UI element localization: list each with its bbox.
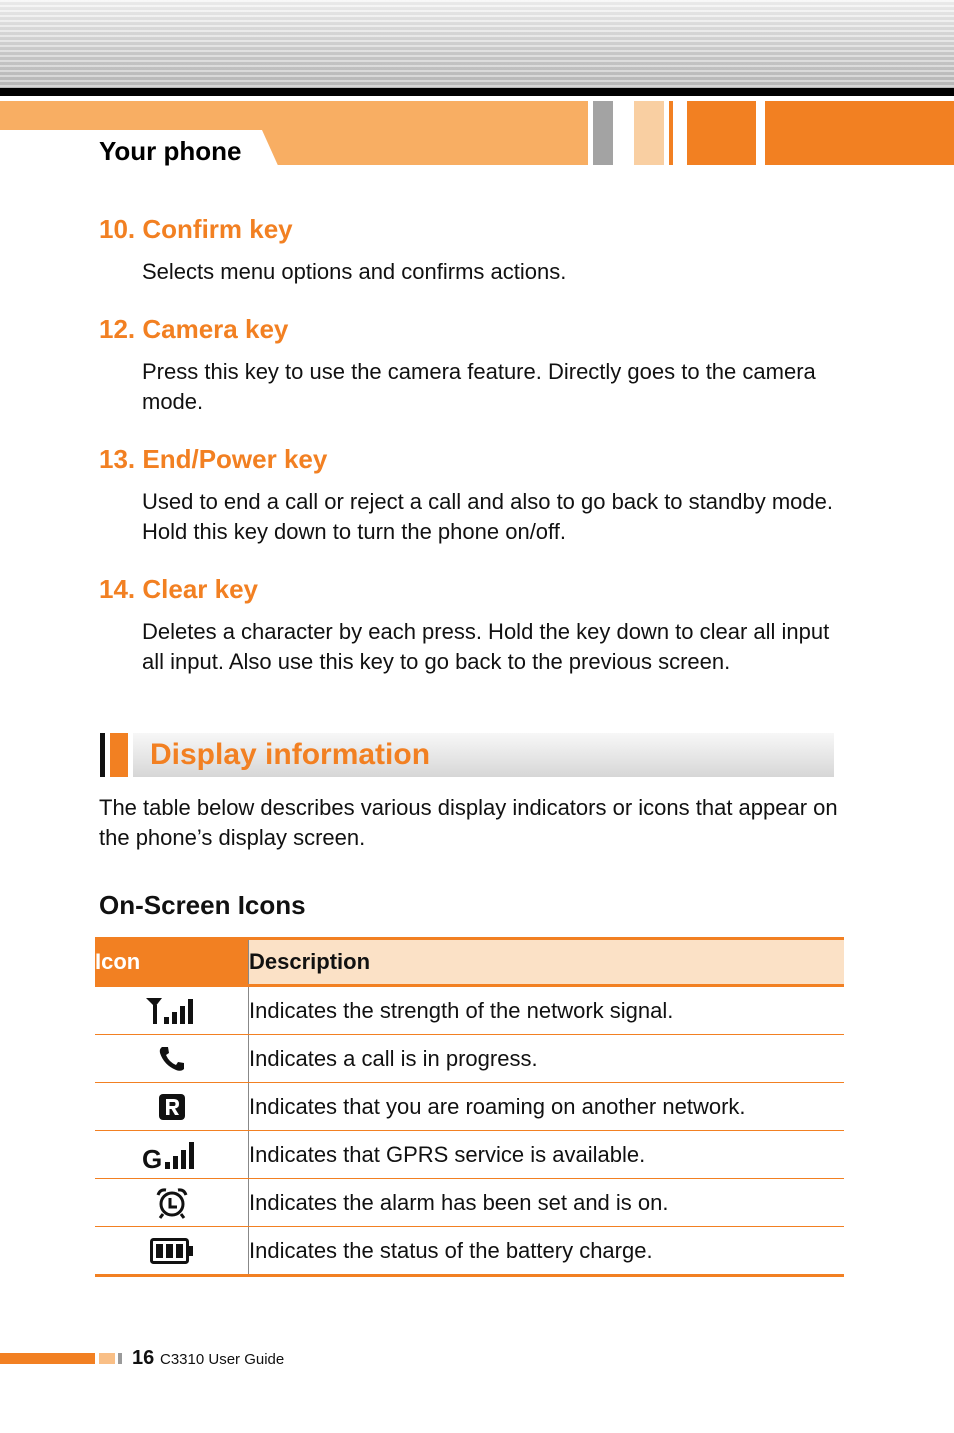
page-section-title: Your phone — [99, 136, 242, 166]
phone-call-icon — [157, 1044, 187, 1074]
header-peach-block — [634, 101, 664, 165]
table-cell-description: Indicates that you are roaming on another network. — [249, 1083, 845, 1131]
header-orange-line — [669, 101, 673, 165]
table-row — [95, 1179, 844, 1227]
signal-strength-icon — [144, 996, 200, 1026]
icon-column-header: Icon — [95, 939, 249, 986]
display-info-black-marker — [100, 733, 105, 777]
end-power-key-heading: 13. End/Power key — [99, 444, 328, 474]
table-row — [95, 986, 844, 1035]
table-row — [95, 1083, 844, 1131]
battery-icon — [150, 1237, 194, 1265]
display-info-intro: The table below describes various display indicators or icons that appear on the phone’s display screen. — [99, 795, 838, 850]
table-header-row — [95, 939, 844, 986]
display-info-title: Display information — [150, 738, 431, 771]
header-gray-block — [593, 101, 613, 165]
svg-text:G: G — [141, 1143, 162, 1171]
header-orange-block — [687, 101, 756, 165]
footer-gray-block — [118, 1353, 122, 1364]
confirm-key-text: Selects menu options and confirms actions. — [142, 259, 567, 284]
roaming-icon — [157, 1092, 187, 1122]
page-number: 16 — [132, 1347, 155, 1369]
camera-key-heading: 12. Camera key — [99, 314, 289, 344]
table-row — [95, 1131, 844, 1179]
alarm-clock-icon — [155, 1187, 189, 1219]
confirm-key-heading: 10. Confirm key — [99, 214, 293, 244]
table-row — [95, 1227, 844, 1276]
footer-peach-block — [99, 1353, 115, 1364]
header-gradient-band — [0, 0, 954, 88]
table-cell-description: Indicates that GPRS service is available. — [249, 1131, 845, 1179]
header-black-rule — [0, 88, 954, 96]
on-screen-icons-heading: On-Screen Icons — [99, 890, 306, 920]
on-screen-icons-table — [95, 937, 844, 1277]
description-column-header: Description — [249, 939, 845, 986]
table-row — [95, 1035, 844, 1083]
footer-orange-bar — [0, 1353, 95, 1364]
clear-key-heading: 14. Clear key — [99, 574, 259, 604]
clear-key-text: Deletes a character by each press. Hold the key down to clear all input all input. Also use this key to go back to the previous screen. — [142, 619, 830, 674]
header-orange-block-wide — [765, 101, 954, 165]
display-info-orange-marker — [110, 733, 128, 777]
table-cell-description: Indicates a call is in progress. — [249, 1035, 845, 1083]
table-cell-description: Indicates the status of the battery charge. — [249, 1227, 845, 1276]
table-cell-description: Indicates the strength of the network signal. — [249, 986, 845, 1035]
camera-key-text: Press this key to use the camera feature. Directly goes to the camera mode. — [142, 359, 816, 414]
table-cell-description: Indicates the alarm has been set and is on. — [249, 1179, 845, 1227]
end-power-key-text: Used to end a call or reject a call and also to go back to standby mode. Hold this key down to turn the phone on/off. — [142, 489, 833, 544]
gprs-icon — [142, 1139, 202, 1171]
guide-title: C3310 User Guide — [160, 1351, 285, 1368]
